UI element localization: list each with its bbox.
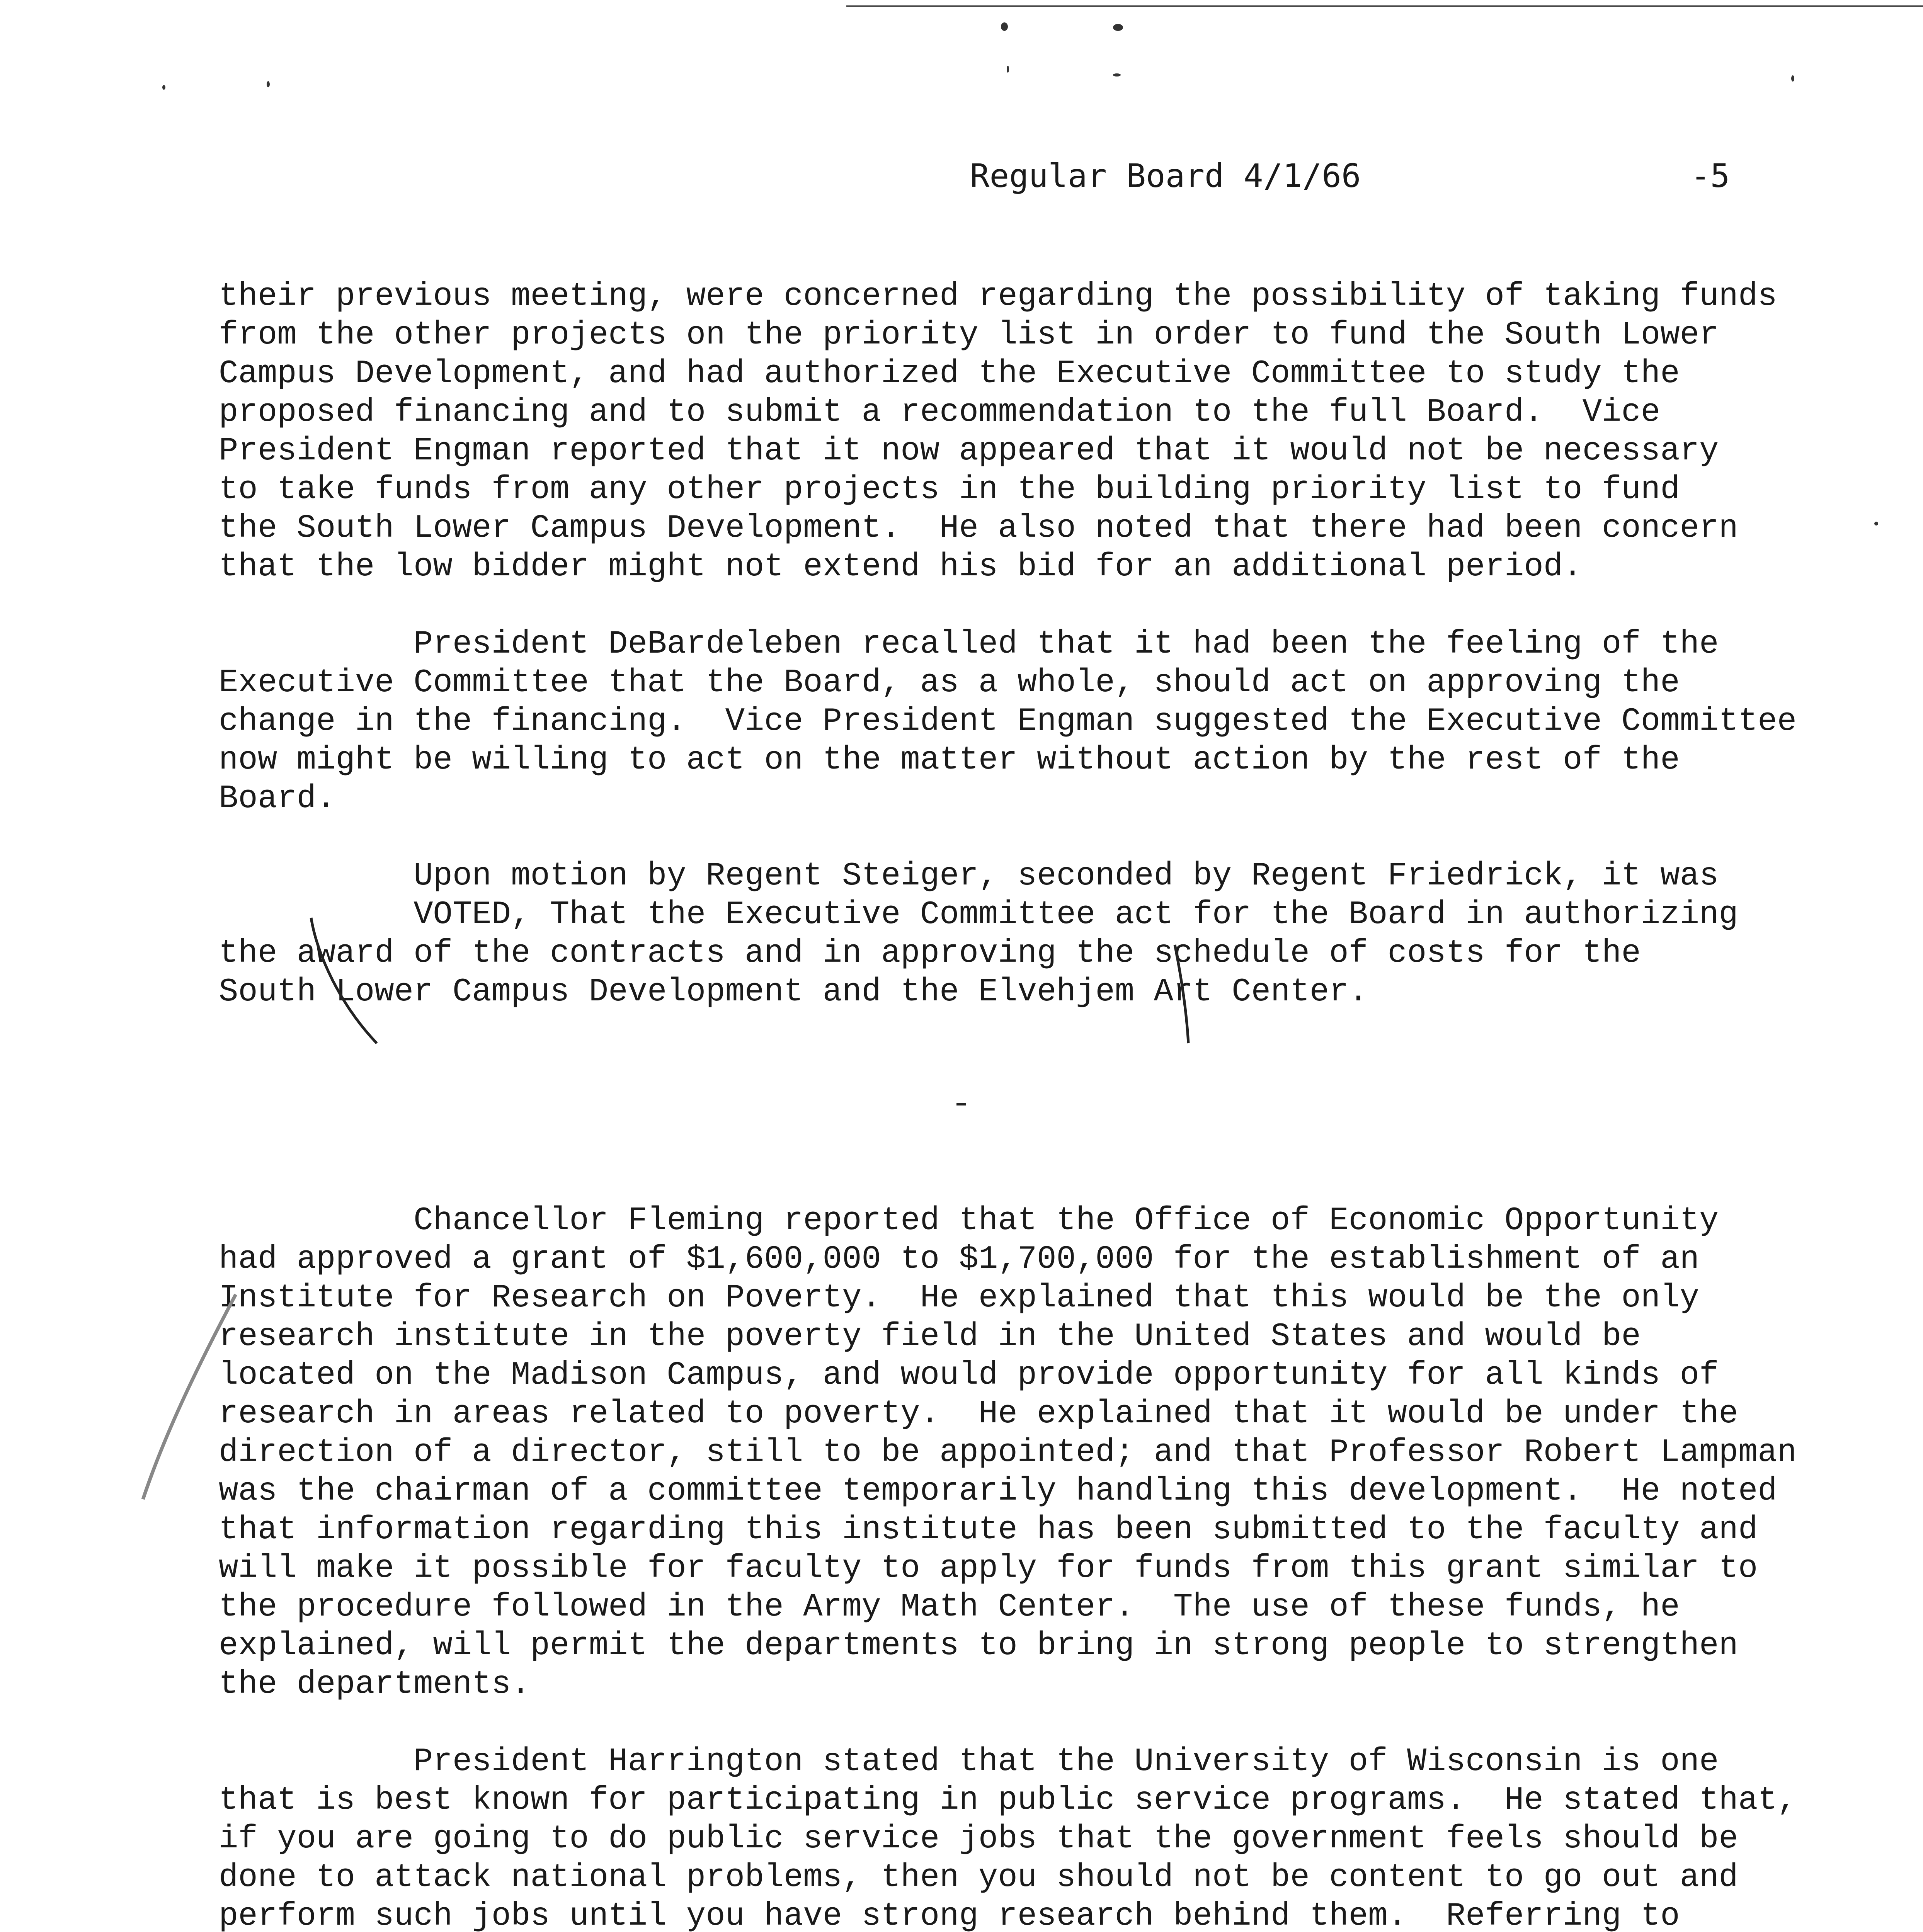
section-divider [956, 1103, 966, 1105]
scan-speck [1001, 22, 1008, 31]
paragraph-debardeleben: President DeBardeleben recalled that it had been the feeling of the Executive Committee that the Board, as a whole, should act on approving the change in the financing. Vice President Engman suggested the Executive Committee now might be willing to act on the matter without action by the rest of the Board. [219, 626, 1797, 817]
paragraph-harrington-public-service: President Harrington stated that the University of Wisconsin is one that is best known for participating in public service programs. He stated that, if you are going to do public service jobs that the government feels should be done to attack national problems, then you should not be content to go out and perform such jobs until you have strong research behind them. Referring to [219, 1743, 1797, 1932]
scan-speck [267, 81, 270, 87]
top-rule [846, 5, 1923, 7]
page-header-title: Regular Board 4/1/66 [970, 157, 1361, 195]
scan-speck [1113, 24, 1123, 31]
scan-speck [1874, 522, 1878, 526]
paragraph-fleming-poverty-institute: Chancellor Fleming reported that the Office of Economic Opportunity had approved a grant of $1,600,000 to $1,700,000 for the establishment of an Institute for Research on Poverty. He explained that this would be the only research institute in the poverty field in the United States and would be located on the Madison Campus, and would provide opportunity for all kinds of research in areas related to poverty. He explained that it would be under the direction of a director, still to be appointed; and that Professor Robert Lampman was the chairman of a committee temporarily handling this development. He noted that information regarding this institute has been submitted to the faculty and will make it possible for faculty to apply for funds from this grant similar to the procedure followed in the Army Math Center. The use of these funds, he explained, will permit the departments to bring in strong people to strengthen the departments. [219, 1202, 1797, 1703]
scan-speck [1007, 66, 1009, 73]
paragraph-motion-voted: Upon motion by Regent Steiger, seconded by Regent Friedrick, it was VOTED, That the Executive Committee act for the Board in authorizing the award of the contracts and in approving the schedule of costs for the South Lower Campus Development and the Elvehjem Art Center. [219, 858, 1738, 1010]
scan-speck [162, 85, 165, 90]
paragraph-financing: their previous meeting, were concerned regarding the possibility of taking funds from the other projects on the priority list in order to fund the South Lower Campus Development, and had authorized the Executive Committee to study the proposed financing and to submit a recommendation to the full Board. Vice President Engman reported that it now appeared that it would not be necessary to take funds from any other projects in the building priority list to fund the South Lower Campus Development. He also noted that there had been concern that the low bidder might not extend his bid for an additional period. [219, 278, 1777, 585]
scan-speck [1113, 73, 1121, 77]
page-header-number: -5 [1691, 157, 1730, 195]
scan-speck [1791, 75, 1794, 82]
